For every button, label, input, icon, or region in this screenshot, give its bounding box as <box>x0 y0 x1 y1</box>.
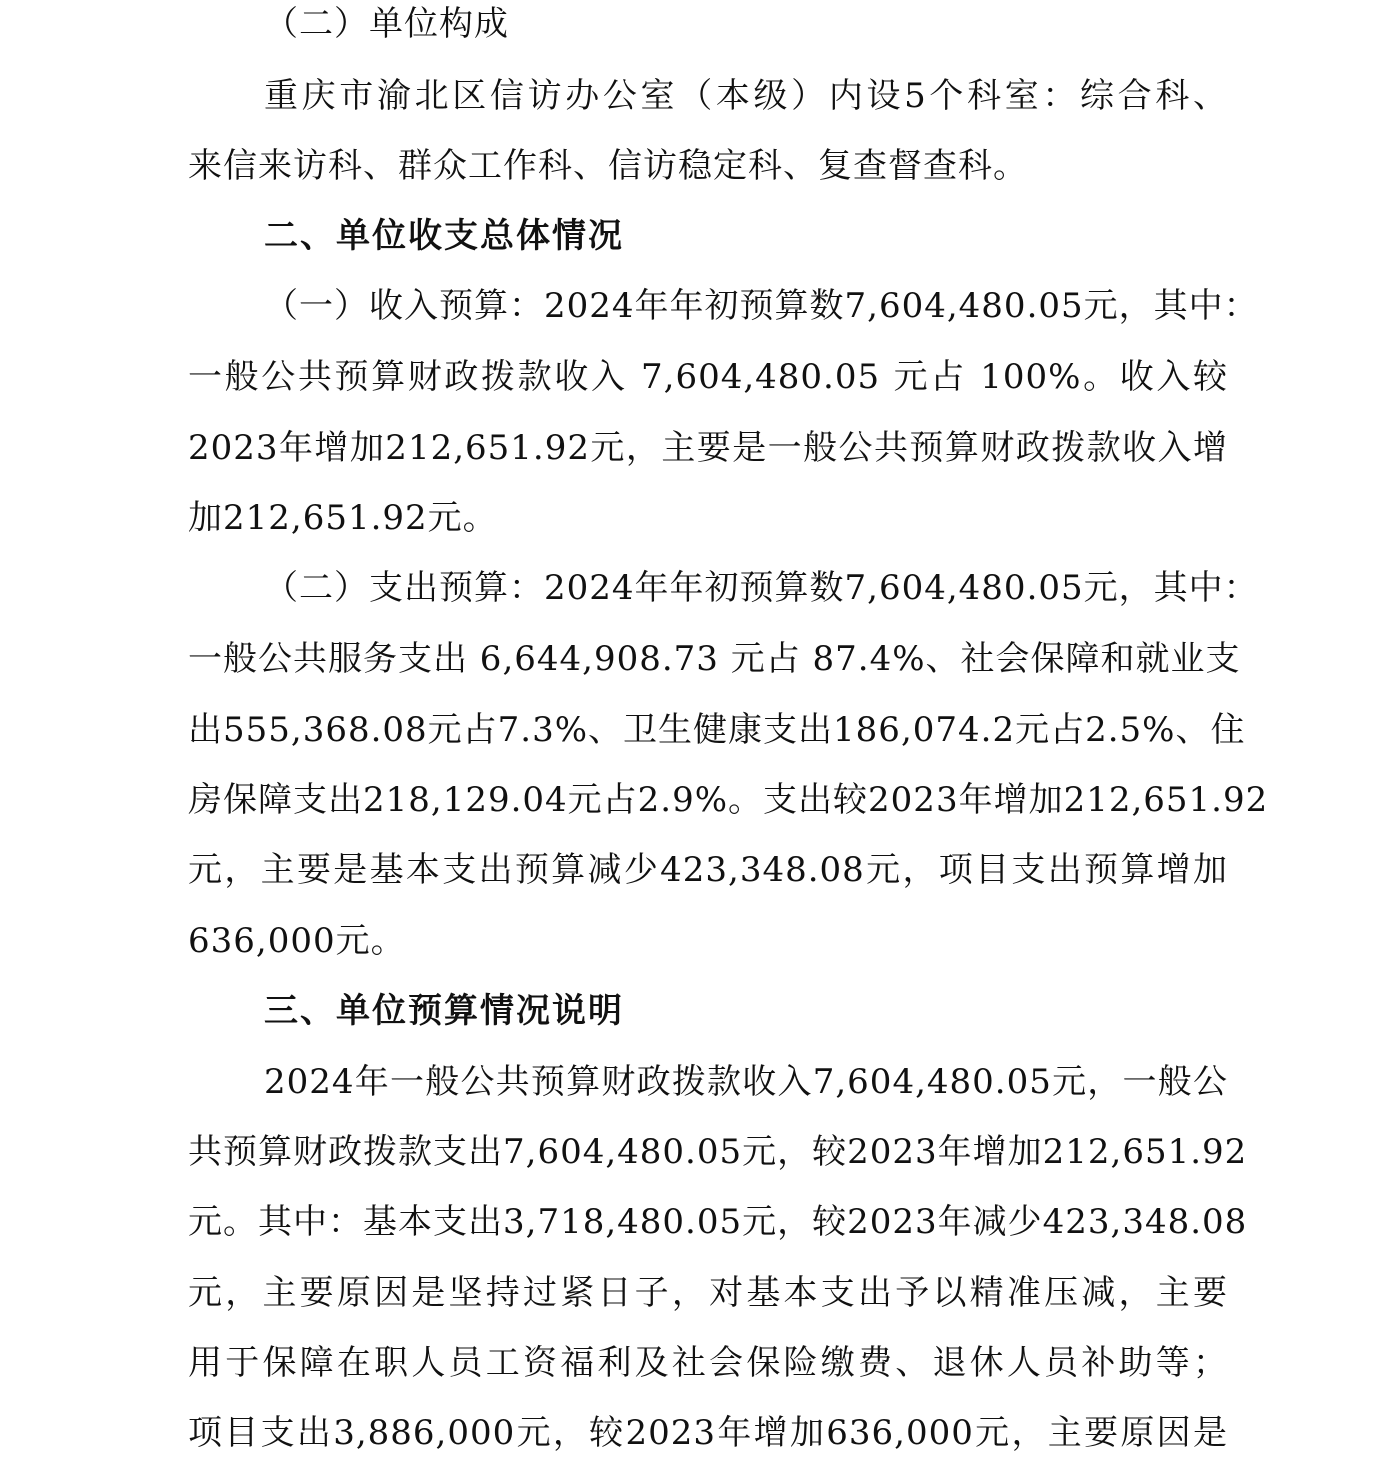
paragraph-line: 项目支出3,886,000元，较2023年增加636,000元，主要原因是 <box>188 1413 1228 1453</box>
paragraph-line: 一般公共预算财政拨款收入 7,604,480.05 元占 100%。收入较 <box>188 357 1228 397</box>
paragraph-line: 2024年一般公共预算财政拨款收入7,604,480.05元，一般公 <box>264 1062 1228 1102</box>
paragraph-line: 一般公共服务支出 6,644,908.73 元占 87.4%、社会保障和就业支 <box>188 639 1241 679</box>
section-heading-revenue-expenditure: 二、单位收支总体情况 <box>264 216 624 256</box>
paragraph-line: 元，主要原因是坚持过紧日子，对基本支出予以精准压减，主要 <box>188 1273 1228 1313</box>
paragraph-line: 重庆市渝北区信访办公室（本级）内设5个科室：综合科、 <box>264 76 1228 116</box>
paragraph-line: 来信来访科、群众工作科、信访稳定科、复查督查科。 <box>188 146 1028 186</box>
paragraph-line: 元，主要是基本支出预算减少423,348.08元，项目支出预算增加 <box>188 850 1228 890</box>
paragraph-line: 636,000元。 <box>188 921 406 961</box>
paragraph-line: 元。其中：基本支出3,718,480.05元，较2023年减少423,348.08 <box>188 1202 1248 1242</box>
subsection-heading-unit-composition: （二）单位构成 <box>264 4 509 44</box>
paragraph-line: 房保障支出218,129.04元占2.9%。支出较2023年增加212,651.92 <box>188 780 1269 820</box>
paragraph-line: （二）支出预算：2024年年初预算数7,604,480.05元，其中： <box>264 568 1259 608</box>
section-heading-budget-explanation: 三、单位预算情况说明 <box>264 991 624 1031</box>
paragraph-line: 用于保障在职人员工资福利及社会保险缴费、退休人员补助等； <box>188 1343 1228 1383</box>
paragraph-line: （一）收入预算：2024年年初预算数7,604,480.05元，其中： <box>264 286 1259 326</box>
paragraph-line: 共预算财政拨款支出7,604,480.05元，较2023年增加212,651.92 <box>188 1132 1248 1172</box>
paragraph-line: 加212,651.92元。 <box>188 498 498 538</box>
paragraph-line: 出555,368.08元占7.3%、卫生健康支出186,074.2元占2.5%、住 <box>188 710 1246 750</box>
paragraph-line: 2023年增加212,651.92元，主要是一般公共预算财政拨款收入增 <box>188 428 1228 468</box>
